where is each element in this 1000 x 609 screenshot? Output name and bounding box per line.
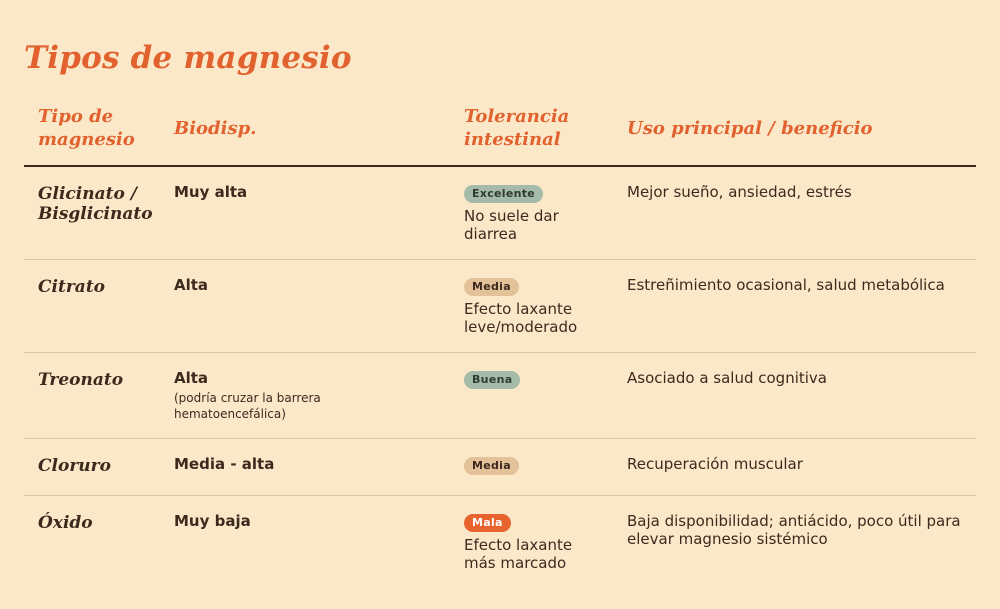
tolerance-cell	[450, 496, 613, 589]
table-header-row	[24, 99, 976, 166]
tolerance-cell	[450, 166, 613, 260]
bioavailability-value: Muy baja	[174, 512, 251, 530]
magnesium-table	[24, 99, 976, 588]
tolerance-badge: Media	[464, 278, 519, 296]
magnesium-type: Óxido	[38, 513, 93, 533]
use-cell: Mejor sueño, ansiedad, estrés	[613, 166, 976, 260]
table-row	[24, 496, 976, 589]
table-row	[24, 353, 976, 439]
tolerance-note: Efecto laxante más marcado	[464, 536, 573, 572]
magnesium-type: Cloruro	[24, 439, 160, 496]
use-cell: Estreñimiento ocasional, salud metabólica	[613, 260, 976, 353]
use-cell: Asociado a salud cognitiva	[613, 353, 976, 439]
bioavailability-cell	[160, 260, 450, 353]
table-row	[24, 166, 976, 260]
bioavailability-cell	[160, 439, 450, 496]
bioavailability-cell	[160, 353, 450, 439]
bioavailability-value: Alta	[174, 276, 209, 294]
magnesium-type: Citrato	[24, 260, 160, 353]
tolerance-badge: Mala	[464, 514, 511, 532]
header-use: Uso principal / beneficio	[613, 99, 976, 166]
bioavailability-cell	[160, 496, 450, 589]
use-cell: Recuperación muscular	[613, 439, 976, 496]
tolerance-cell	[450, 439, 613, 496]
table-row	[24, 260, 976, 353]
tolerance-note: No suele dar diarrea	[464, 207, 559, 243]
tolerance-note: Efecto laxante leve/moderado	[464, 300, 578, 336]
use-cell: Baja disponibilidad; antiácido, poco útil para elevar magnesio sistémico	[627, 512, 961, 548]
magnesium-type: Glicinato / Bisglicinato	[24, 166, 160, 260]
tolerance-cell	[450, 260, 613, 353]
bioavailability-value: Muy alta	[174, 183, 248, 201]
tolerance-badge: Media	[464, 457, 519, 475]
bioavailability-note: (podría cruzar la barrera hematoencefálica)	[174, 391, 321, 421]
header-bioavailability: Biodisp.	[160, 99, 450, 166]
tolerance-badge: Excelente	[464, 185, 543, 203]
bioavailability-value: Media - alta	[174, 455, 275, 473]
bioavailability-cell	[160, 166, 450, 260]
tolerance-badge: Buena	[464, 371, 520, 389]
table-row	[24, 439, 976, 496]
tolerance-cell	[450, 353, 613, 439]
magnesium-type: Treonato	[24, 353, 160, 439]
header-tolerance: Tolerancia intestinal	[450, 99, 613, 166]
page-title: Tipos de magnesio	[24, 40, 352, 76]
header-type: Tipo de magnesio	[24, 99, 160, 166]
bioavailability-value: Alta	[174, 369, 209, 387]
